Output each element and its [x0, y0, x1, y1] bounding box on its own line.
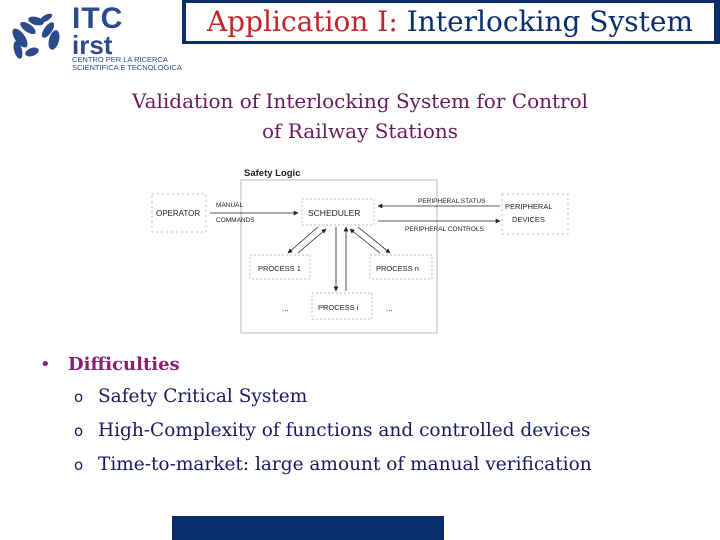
list-item — [38, 414, 698, 448]
bullet-heading — [38, 350, 698, 380]
process-i-label: PROCESS i — [318, 303, 359, 312]
subtitle-line-2: of Railway Stations — [261, 119, 458, 143]
circle-bullet-icon: o — [74, 456, 84, 474]
safety-logic-label: Safety Logic — [244, 168, 301, 179]
peripheral-devices-box — [502, 194, 568, 234]
manual-commands-label-1: MANUAL — [216, 202, 244, 209]
peripheral-devices-label-1: PERIPHERAL — [505, 202, 553, 211]
peripheral-status-label: PERIPHERAL STATUS — [418, 198, 486, 205]
title-main: Interlocking System — [406, 5, 694, 38]
scheduler-to-process-n-arrow — [358, 227, 390, 253]
logo-irst: irst — [72, 30, 113, 60]
bullet-dot-icon: • — [40, 354, 51, 375]
laurel-icon — [6, 8, 68, 70]
circle-bullet-icon: o — [74, 422, 84, 440]
operator-label: OPERATOR — [156, 209, 201, 218]
list-item — [38, 448, 698, 482]
process-n-label: PROCESS n — [376, 264, 419, 273]
interlocking-diagram — [150, 163, 570, 335]
manual-commands-label-2: COMMANDS — [216, 217, 255, 224]
list-item-text: High-Complexity of functions and controlled devices — [98, 420, 591, 441]
slide-subtitle — [60, 86, 660, 146]
scheduler-label: SCHEDULER — [308, 208, 361, 218]
logo-subtitle: CENTRO PER LA RICERCA SCIENTIFICA E TECNOLOGICA — [72, 55, 182, 72]
itc-irst-logo — [6, 4, 181, 76]
footer-bar — [172, 516, 444, 540]
circle-bullet-icon: o — [74, 388, 84, 406]
logo-itc: ITC — [72, 2, 124, 35]
peripheral-devices-label-2: DEVICES — [512, 215, 545, 224]
ellipsis-left: ... — [282, 304, 289, 313]
list-item — [38, 380, 698, 414]
peripheral-controls-label: PERIPHERAL CONTROLS — [405, 226, 484, 233]
difficulties-list — [38, 350, 698, 482]
slide-title — [186, 3, 714, 41]
list-item-text: Safety Critical System — [98, 386, 308, 407]
title-prefix: Application I: — [206, 5, 398, 38]
bullet-heading-text: Difficulties — [68, 354, 180, 375]
ellipsis-right: ... — [386, 304, 393, 313]
list-item-text: Time-to-market: large amount of manual verification — [98, 454, 592, 475]
process-1-label: PROCESS 1 — [258, 264, 301, 273]
subtitle-line-1: Validation of Interlocking System for Control — [131, 89, 589, 113]
